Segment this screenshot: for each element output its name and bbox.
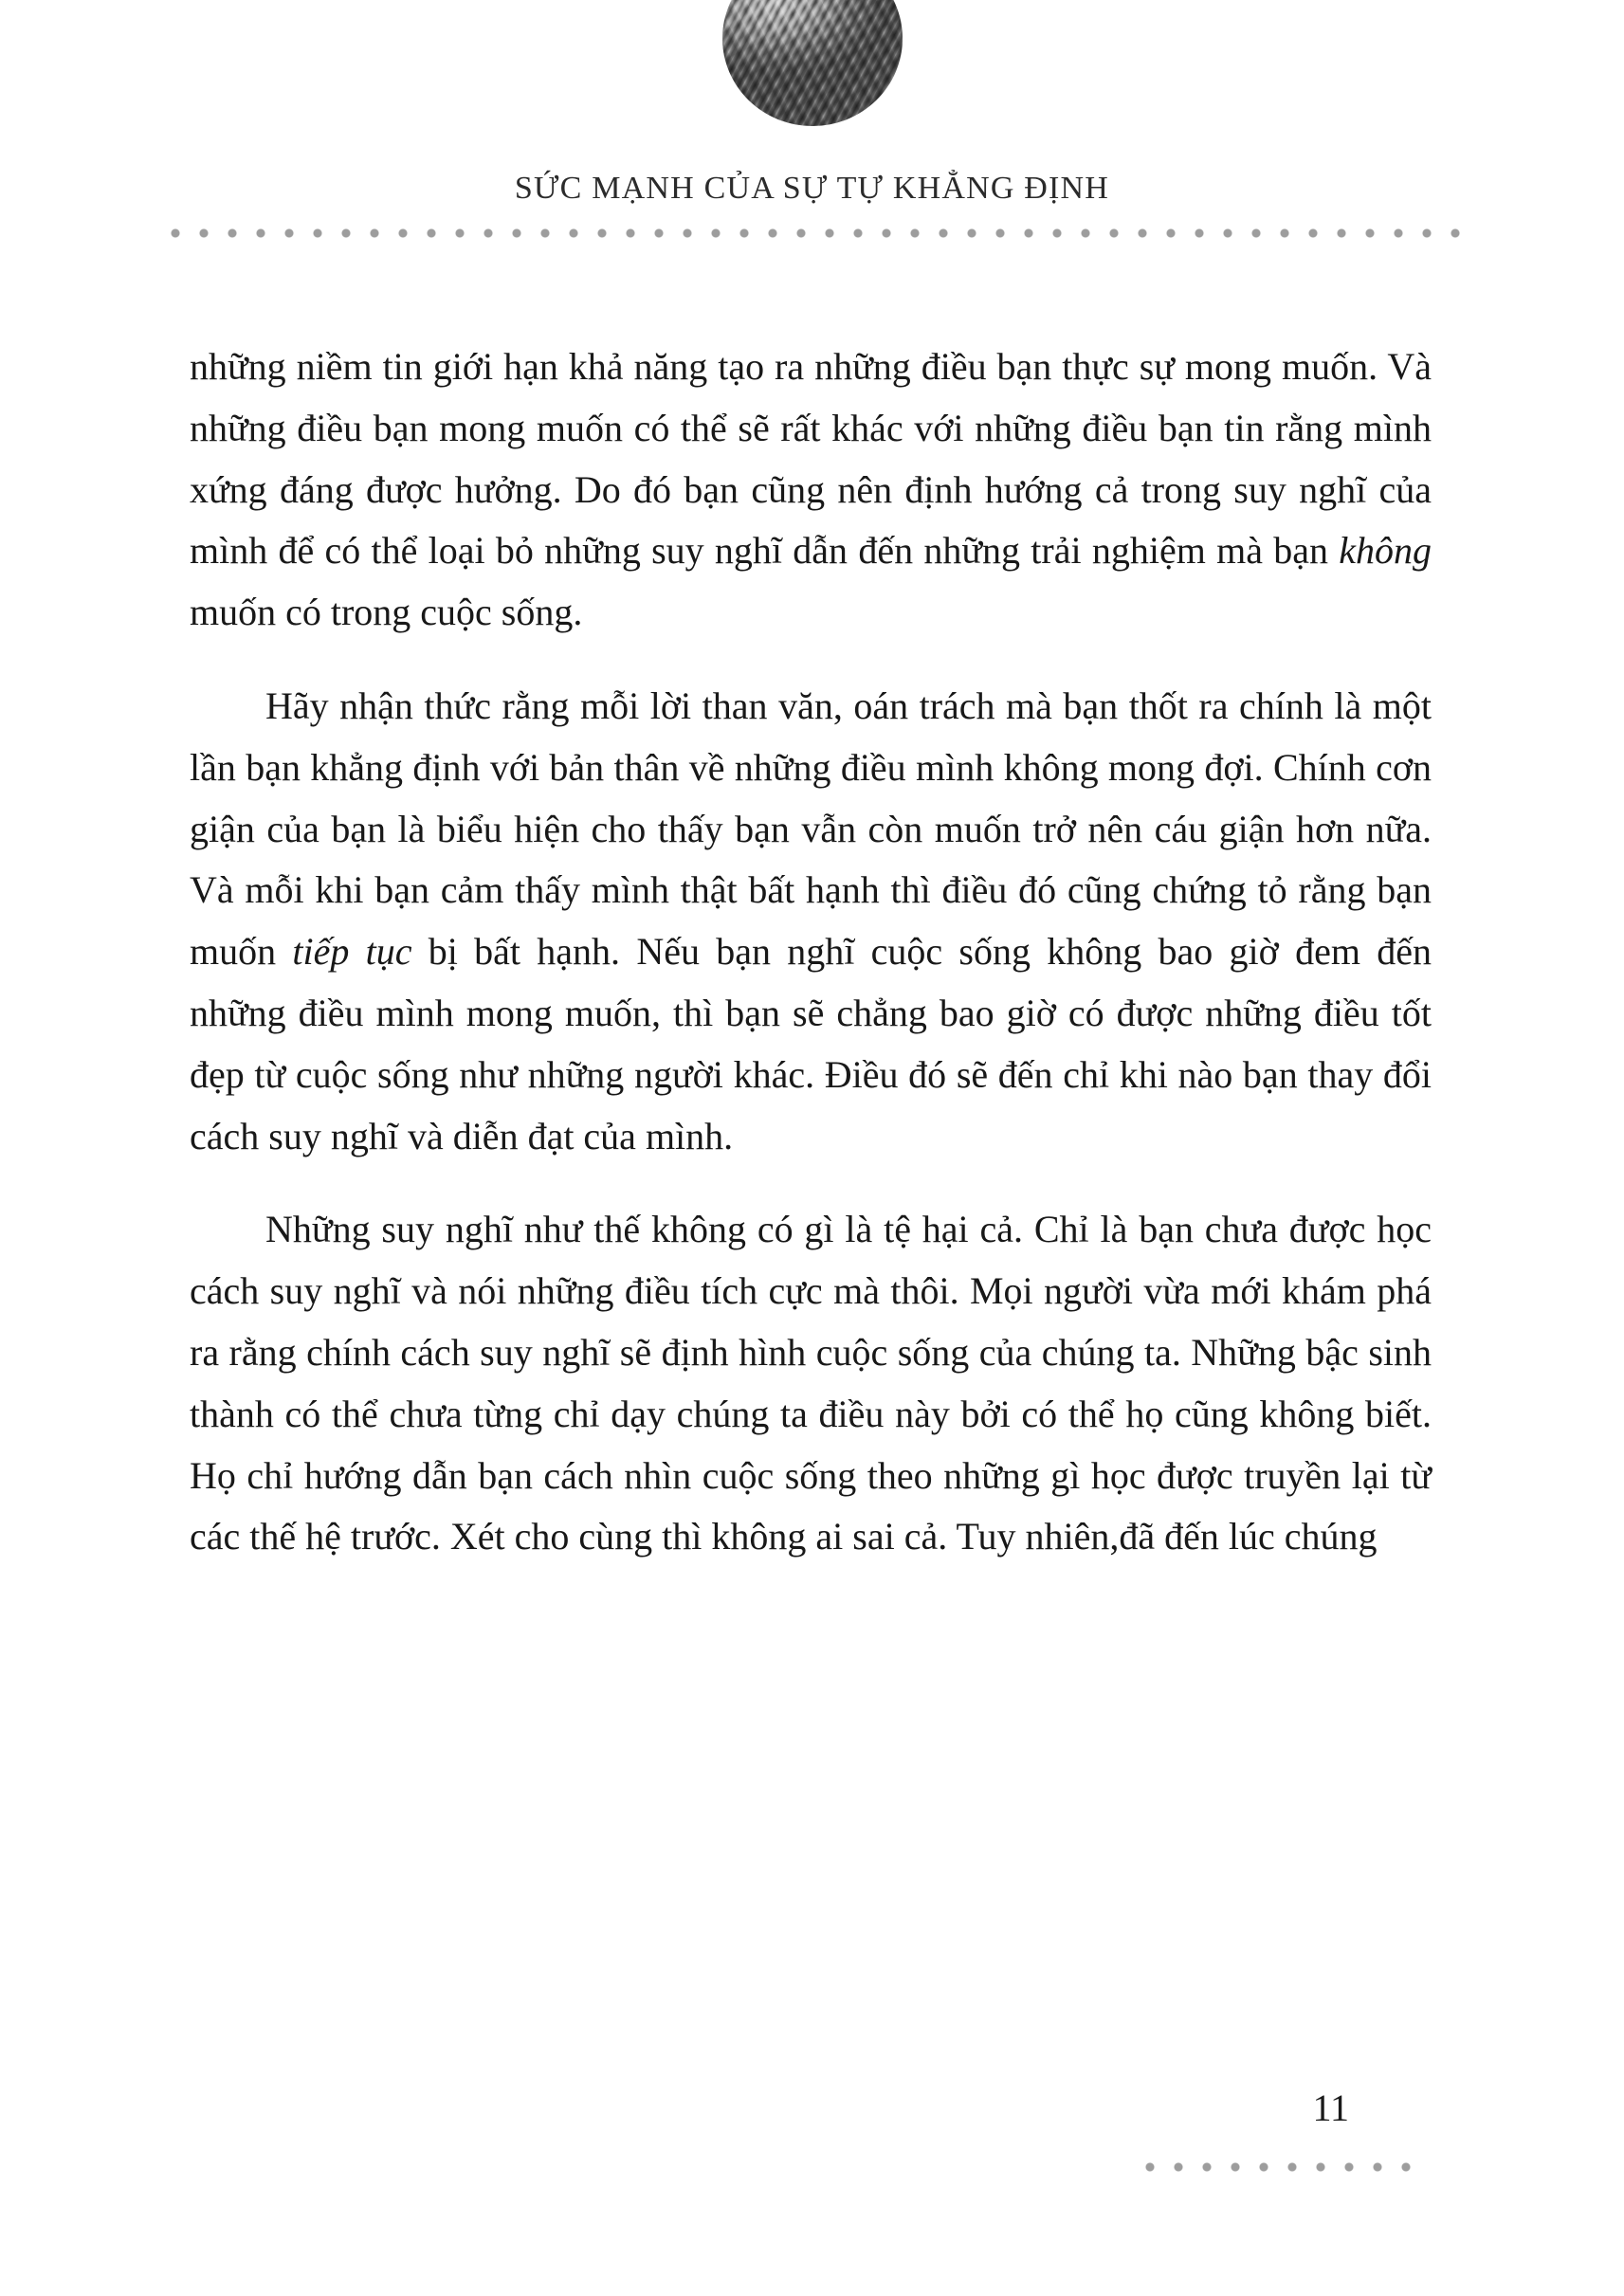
- text-run: những niềm tin giới hạn khả năng tạo ra những điều bạn thực sự mong muốn. Và những điều bạn mong muốn có thể sẽ rất khác với những điều bạn tin rằng mình xứng đáng được hưởng. Do đó bạn cũng nên định hướng cả trong suy nghĩ của mình để có thể loại bỏ những suy nghĩ dẫn đến những trải nghiệm mà bạn: [190, 345, 1432, 573]
- paragraph-p2: [190, 676, 1432, 1167]
- text-run: Những suy nghĩ như thế không có gì là tệ hại cả. Chỉ là bạn chưa được học cách suy nghĩ và nói những điều tích cực mà thôi. Mọi người vừa mới khám phá ra rằng chính cách suy nghĩ sẽ định hình cuộc sống của chúng ta. Những bậc sinh thành có thể chưa từng chỉ dạy chúng ta điều này bởi có thể họ cũng không biết. Họ chỉ hướng dẫn bạn cách nhìn cuộc sống theo những gì học được truyền lại từ các thế hệ trước. Xét cho cùng thì không ai sai cả. Tuy nhiên,đã đến lúc chúng: [190, 1208, 1432, 1558]
- marbled-oval-ornament-icon: [722, 0, 903, 126]
- paragraph-p1: [190, 337, 1432, 644]
- text-run: bị bất hạnh. Nếu bạn nghĩ cuộc sống không bao giờ đem đến những điều mình mong muốn, thì bạn sẽ chẳng bao giờ có được những điều tốt đẹp từ cuộc sống như những người khác. Điều đó sẽ đến chỉ khi nào bạn thay đổi cách suy nghĩ và diễn đạt của mình.: [190, 930, 1432, 1157]
- text-run: Hãy nhận thức rằng mỗi lời than văn, oán trách mà bạn thốt ra chính là một lần bạn khẳng định với bản thân về những điều mình không mong đợi. Chính cơn giận của bạn là biểu hiện cho thấy bạn vẫn còn muốn trở nên cáu giận hơn nữa. Và mỗi khi bạn cảm thấy mình thật bất hạnh thì điều đó cũng chứng tỏ rằng bạn muốn: [190, 683, 1432, 974]
- dotted-rule-bottom: [1136, 2161, 1420, 2173]
- emphasized-text: tiếp tục: [292, 930, 412, 974]
- page-number: 11: [1312, 2086, 1349, 2129]
- dotted-rule-top: [161, 228, 1465, 239]
- running-head: SỨC MẠNH CỦA SỰ TỰ KHẲNG ĐỊNH: [514, 171, 1110, 206]
- body-text: [190, 337, 1432, 1568]
- emphasized-text: không: [1339, 529, 1432, 573]
- text-run: muốn có trong cuộc sống.: [190, 591, 583, 634]
- paragraph-p3: [190, 1199, 1432, 1568]
